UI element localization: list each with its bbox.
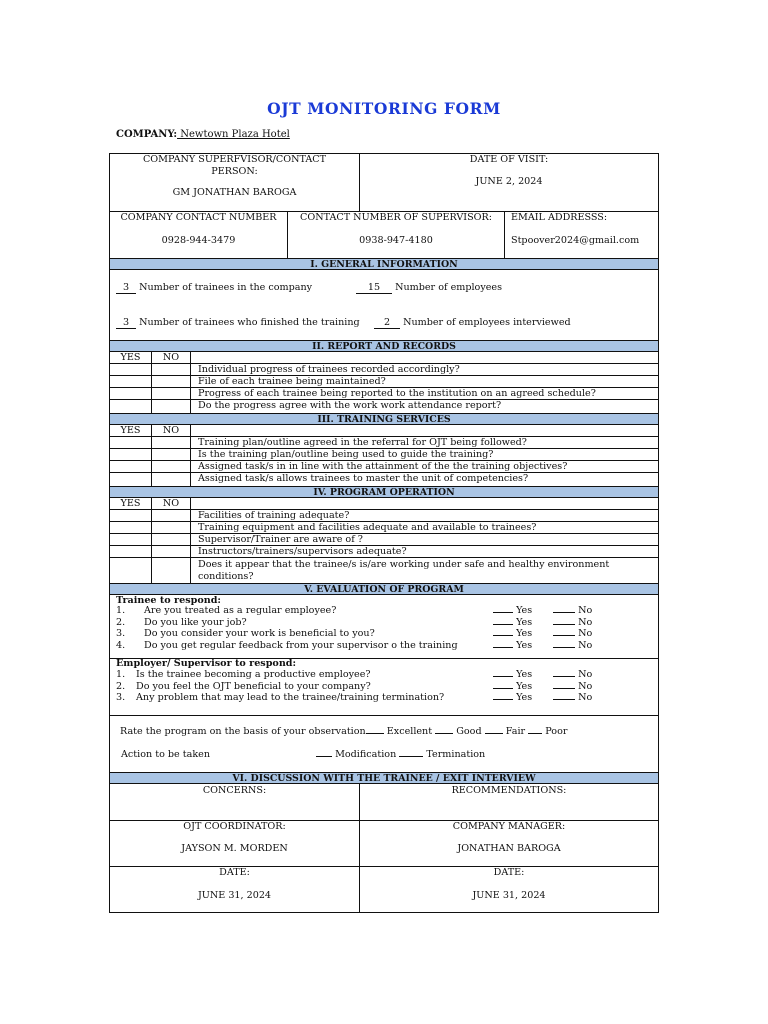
question-text: Do you get regular feedback from your supervisor o the training bbox=[144, 639, 458, 651]
interviewed-line bbox=[374, 317, 571, 329]
company-label: COMPANY: bbox=[116, 129, 178, 140]
rate-poor: Poor bbox=[545, 726, 568, 737]
no-option[interactable]: No bbox=[553, 617, 592, 629]
yes-option[interactable]: Yes bbox=[493, 681, 532, 693]
yes-header: YES bbox=[120, 498, 141, 509]
employer-heading: Employer/ Supervisor to respond: bbox=[116, 658, 297, 669]
no-option[interactable]: No bbox=[553, 692, 592, 704]
training-row: Is the training plan/outline being used to guide the training? bbox=[110, 449, 658, 461]
yes-header: YES bbox=[120, 352, 141, 363]
operation-header-row bbox=[110, 498, 658, 510]
question-text: Are you treated as a regular employee? bbox=[144, 605, 337, 616]
recommendations-label: RECOMMENDATIONS: bbox=[451, 785, 567, 796]
supervisor-number-label: CONTACT NUMBER OF SUPERVISOR: bbox=[299, 212, 492, 223]
training-row: Assigned task/s allows trainees to master the unit of competencies? bbox=[198, 473, 529, 484]
operation-row: Facilities of training adequate? bbox=[110, 510, 658, 522]
yes-option[interactable]: Yes bbox=[493, 640, 532, 652]
question-text: Do you like your job? bbox=[144, 616, 247, 628]
no-option[interactable]: No bbox=[553, 669, 592, 681]
question-number: 1. bbox=[116, 605, 126, 616]
interviewed-label: Number of employees interviewed bbox=[403, 317, 571, 328]
report-banner: II. REPORT AND RECORDS bbox=[110, 340, 658, 352]
report-row: File of each trainee being maintained? bbox=[110, 376, 658, 388]
operation-row: Supervisor/Trainer are aware of ? bbox=[110, 534, 658, 546]
no-header: NO bbox=[162, 425, 180, 436]
yes-option[interactable]: Yes bbox=[493, 617, 532, 629]
yes-option[interactable]: Yes bbox=[493, 669, 532, 681]
rate-fair: Fair bbox=[505, 726, 526, 737]
coordinator-label: OJT COORDINATOR: bbox=[183, 821, 286, 832]
rate-text: Rate the program on the basis of your observation bbox=[120, 726, 366, 737]
action-options bbox=[316, 749, 485, 761]
question-text: Is the trainee becoming a productive employee? bbox=[136, 669, 371, 680]
report-header-row bbox=[110, 352, 658, 364]
discussion-banner: VI. DISCUSSION WITH THE TRAINEE / EXIT INTERVIEW bbox=[110, 772, 658, 784]
action-termination: Termination bbox=[426, 749, 486, 760]
training-row: Training plan/outline agreed in the referral for OJT being followed? bbox=[110, 437, 658, 449]
question-number: 1. bbox=[116, 669, 126, 680]
form-title: OJT MONITORING FORM bbox=[267, 99, 501, 118]
finished-label: Number of trainees who finished the training bbox=[139, 317, 360, 328]
employees-line bbox=[356, 282, 502, 294]
date-label-left: DATE: bbox=[219, 867, 250, 878]
email-label: EMAIL ADDRESSS: bbox=[511, 212, 608, 223]
question-text: Any problem that may lead to the trainee/training termination? bbox=[136, 692, 445, 703]
interviewed-count: 2 bbox=[374, 318, 400, 329]
trainee-heading: Trainee to respond: bbox=[116, 595, 221, 606]
rate-line bbox=[120, 726, 567, 738]
operation-row: Training equipment and facilities adequate and available to trainees? bbox=[110, 522, 658, 534]
contact-block bbox=[110, 212, 658, 258]
yes-option[interactable]: Yes bbox=[493, 605, 532, 617]
question-number: 2. bbox=[116, 616, 126, 628]
date-visit-value: JUNE 2, 2024 bbox=[475, 176, 543, 187]
training-header-row bbox=[110, 425, 658, 437]
company-value: Newtown Plaza Hotel bbox=[177, 129, 290, 140]
question-text: Do you consider your work is beneficial to you? bbox=[144, 628, 375, 639]
finished-count: 3 bbox=[116, 318, 136, 329]
trainees-line bbox=[116, 282, 312, 294]
operation-banner: IV. PROGRAM OPERATION bbox=[110, 486, 658, 498]
evaluation-banner: V. EVALUATION OF PROGRAM bbox=[110, 583, 658, 595]
question-text: Do you feel the OJT beneficial to your company? bbox=[136, 680, 371, 692]
no-option[interactable]: No bbox=[553, 681, 592, 693]
no-option[interactable]: No bbox=[553, 605, 592, 617]
employees-count: 15 bbox=[356, 283, 392, 294]
company-line bbox=[116, 129, 290, 140]
employees-label: Number of employees bbox=[395, 282, 503, 293]
training-row: Assigned task/s in in line with the attainment of the the training objectives? bbox=[110, 461, 658, 473]
yes-option[interactable]: Yes bbox=[493, 628, 532, 640]
report-row: Individual progress of trainees recorded accordingly? bbox=[110, 364, 658, 376]
rate-good: Good bbox=[456, 726, 482, 737]
question-number: 3. bbox=[116, 692, 126, 703]
question-number: 4. bbox=[116, 639, 126, 651]
no-option[interactable]: No bbox=[553, 640, 592, 652]
date-value-left: JUNE 31, 2024 bbox=[197, 890, 272, 901]
email-value: Stpoover2024@gmail.com bbox=[511, 235, 640, 246]
date-label-right: DATE: bbox=[493, 867, 525, 878]
action-label: Action to be taken bbox=[121, 749, 211, 760]
general-banner: I. GENERAL INFORMATION bbox=[110, 258, 658, 270]
trainees-label: Number of trainees in the company bbox=[139, 282, 313, 293]
monitoring-form bbox=[109, 153, 659, 913]
rate-excellent: Excellent bbox=[386, 726, 433, 737]
supervisor-number-value: 0938-947-4180 bbox=[359, 235, 433, 246]
no-header: NO bbox=[162, 352, 180, 363]
report-row: Do the progress agree with the work work attendance report? bbox=[198, 400, 502, 411]
no-option[interactable]: No bbox=[553, 628, 592, 640]
no-header: NO bbox=[162, 498, 180, 509]
trainees-count: 3 bbox=[116, 283, 136, 294]
coordinator-value: JAYSON M. MORDEN bbox=[181, 843, 288, 854]
manager-label: COMPANY MANAGER: bbox=[452, 821, 566, 832]
question-number: 3. bbox=[116, 628, 126, 639]
manager-value: JONATHAN BAROGA bbox=[457, 843, 561, 854]
training-banner: III. TRAINING SERVICES bbox=[110, 413, 658, 425]
concerns-label: CONCERNS: bbox=[202, 785, 267, 796]
supervisor-value: GM JONATHAN BAROGA bbox=[172, 187, 297, 198]
report-row: Progress of each trainee being reported to the institution on an agreed schedule? bbox=[110, 388, 658, 400]
yes-header: YES bbox=[120, 425, 141, 436]
supervisor-label: COMPANY SUPERFVISOR/CONTACT PERSON: bbox=[142, 154, 327, 177]
operation-row: Instructors/trainers/supervisors adequate? bbox=[110, 546, 658, 558]
date-visit-label: DATE OF VISIT: bbox=[469, 154, 549, 165]
question-number: 2. bbox=[116, 680, 126, 692]
yes-option[interactable]: Yes bbox=[493, 692, 532, 704]
action-modification: Modification bbox=[335, 749, 397, 760]
contact-number-label: COMPANY CONTACT NUMBER bbox=[120, 212, 277, 223]
date-value-right: JUNE 31, 2024 bbox=[472, 890, 546, 901]
operation-row: Does it appear that the trainee/s is/are working under safe and healthy environment conditions? bbox=[198, 559, 610, 582]
supervisor-block bbox=[110, 154, 658, 211]
finished-line bbox=[116, 317, 360, 329]
contact-number-value: 0928-944-3479 bbox=[161, 235, 236, 246]
